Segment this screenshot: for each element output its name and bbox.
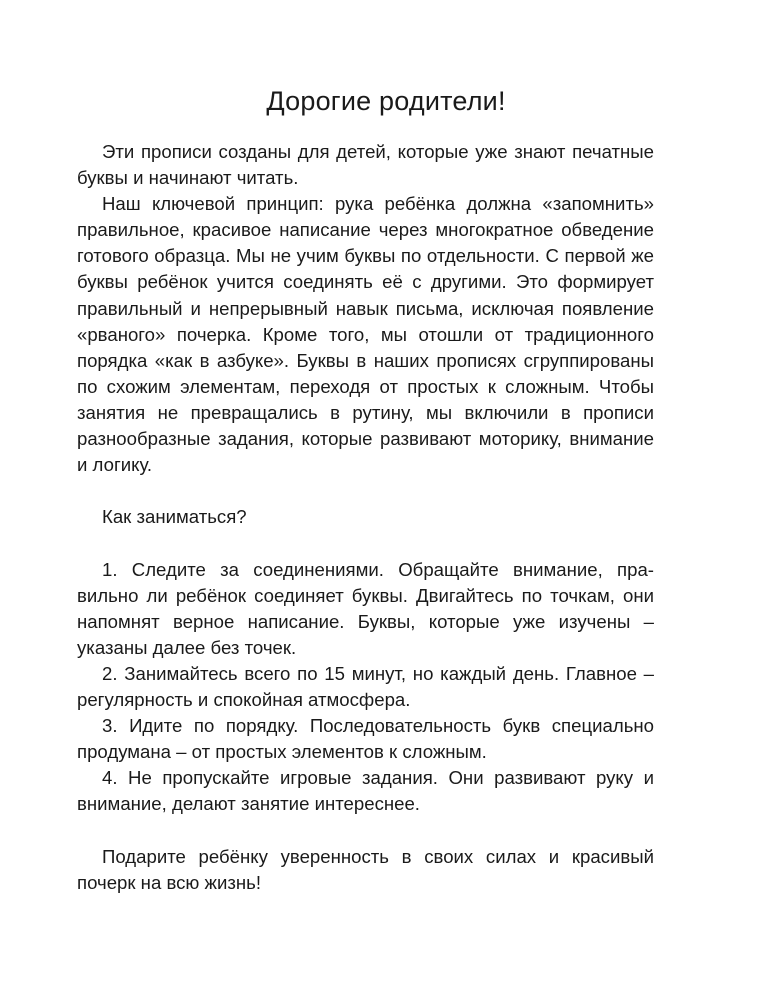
paragraph-intro: Эти прописи созданы для детей, которые уже знают печатные буквы и начинают читать. xyxy=(77,141,654,189)
paragraph-how-to-heading: Как заниматься? xyxy=(102,506,247,528)
paragraph-tip-1: 1. Следите за соединениями. Обращайте внимание, правильно ли ребёнок соединяет буквы. Двигайтесь по точкам, они напомнят верное написание. Буквы, которые уже изучены – указаны далее без точек. xyxy=(77,558,654,658)
paragraph-principle: Наш ключевой принцип: рука ребёнка должна «запомнить» правильное, красивое написание через многократное обведение готового образца. Мы не учим буквы по отдельности. С первой же буквы ребёнок учится соединять её с другими. Это формирует правильный и непрерывный навык письма, исключая появление «рваного» почерка. Кроме того, мы отошли от традиционного порядка «как в азбуке». Буквы в наших прописях сгруппированы по схожим элементам, переходя от простых к сложным. Чтобы занятия не превращались в рутину, мы включили в прописи разнообразные задания, которые развивают моторику, внимание и логику. xyxy=(77,193,654,476)
spacer xyxy=(77,530,654,556)
spacer xyxy=(77,817,654,843)
body-text xyxy=(77,139,654,896)
paragraph-tip-4: 4. Не пропускайте игровые задания. Они развивают руку и внимание, делают занятие интереснее. xyxy=(77,767,654,815)
paragraph-tip-3: 3. Идите по порядку. Последовательность букв специально продумана – от простых элементов к сложным. xyxy=(77,715,654,763)
spacer xyxy=(77,478,654,504)
page-title: Дорогие родители! xyxy=(266,86,506,116)
paragraph-tip-2: 2. Занимайтесь всего по 15 минут, но каждый день. Главное – регулярность и спокойная атмосфера. xyxy=(77,662,654,710)
paragraph-closing: Подарите ребёнку уверенность в своих силах и красивый почерк на всю жизнь! xyxy=(77,845,654,893)
